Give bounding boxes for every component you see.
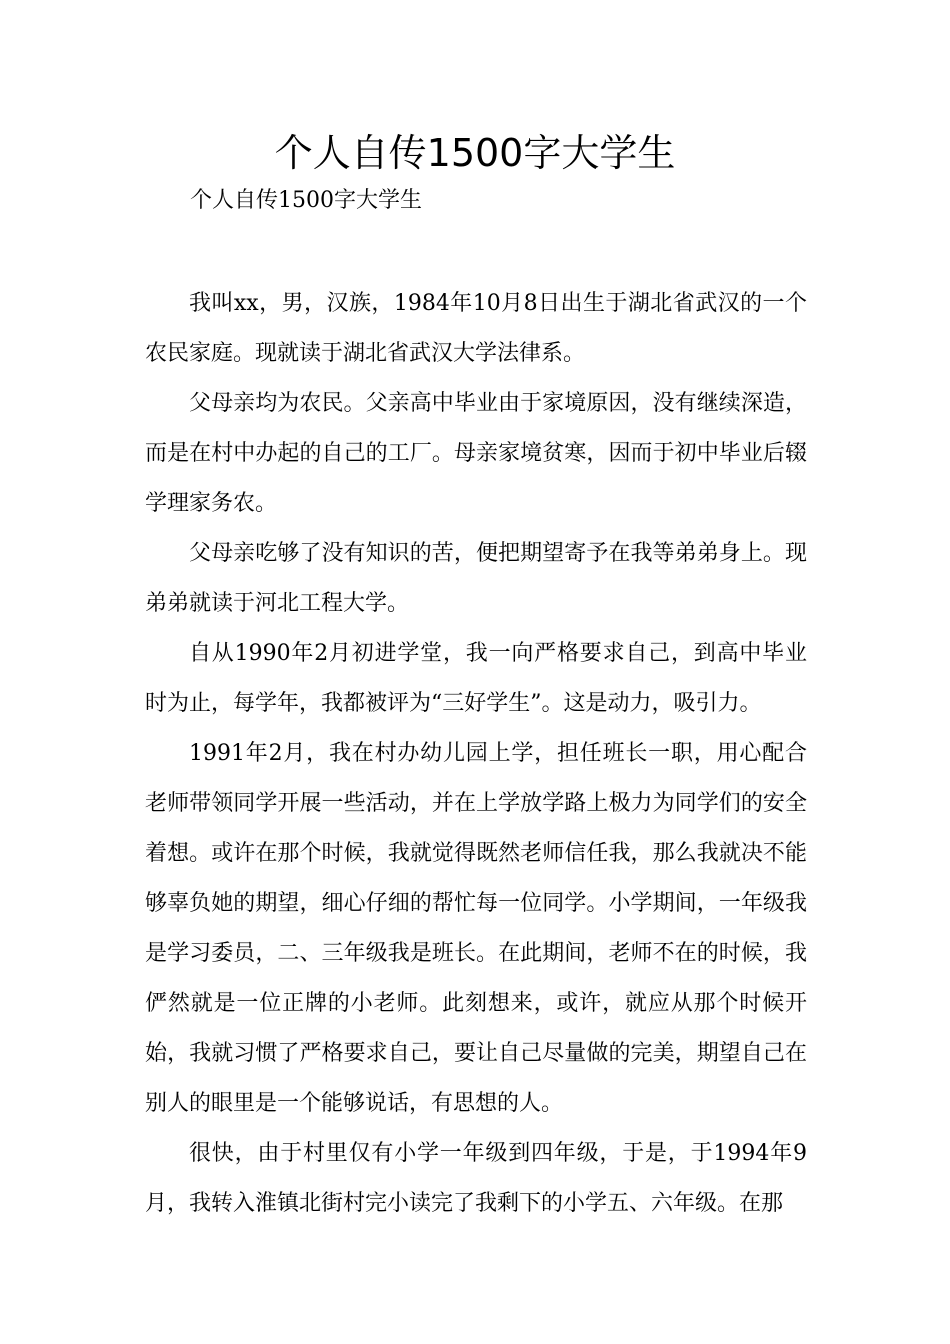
- paragraph-4: 自从1990年2月初进学堂，我一向严格要求自己，到高中毕业时为止，每学年，我都被评为“三好学生”。这是动力，吸引力。: [145, 641, 807, 716]
- document-body: [145, 279, 807, 1229]
- paragraph-3: 父母亲吃够了没有知识的苦，便把期望寄予在我等弟弟身上。现弟弟就读于河北工程大学。: [145, 541, 807, 616]
- paragraph-5: 1991年2月，我在村办幼儿园上学，担任班长一职，用心配合老师带领同学开展一些活动，并在上学放学路上极力为同学们的安全着想。或许在那个时候，我就觉得既然老师信任我，那么我就决不能够辜负她的期望，细心仔细的帮忙每一位同学。小学期间，一年级我是学习委员，二、三年级我是班长。在此期间，老师不在的时候，我俨然就是一位正牌的小老师。此刻想来，或许，就应从那个时候开始，我就习惯了严格要求自己，要让自己尽量做的完美，期望自己在别人的眼里是一个能够说话，有思想的人。: [145, 741, 807, 1116]
- paragraph-1: 我叫xx，男，汉族，1984年10月8日出生于湖北省武汉的一个农民家庭。现就读于湖北省武汉大学法律系。: [145, 291, 807, 366]
- document-title: 个人自传1500字大学生: [274, 131, 676, 175]
- document-subtitle: 个人自传1500字大学生: [190, 188, 422, 213]
- paragraph-6: 很快，由于村里仅有小学一年级到四年级，于是，于1994年9月，我转入淮镇北街村完小读完了我剩下的小学五、六年级。在那: [145, 1141, 807, 1216]
- paragraph-2: 父母亲均为农民。父亲高中毕业由于家境原因，没有继续深造，而是在村中办起的自己的工厂。母亲家境贫寒，因而于初中毕业后辍学理家务农。: [145, 391, 807, 516]
